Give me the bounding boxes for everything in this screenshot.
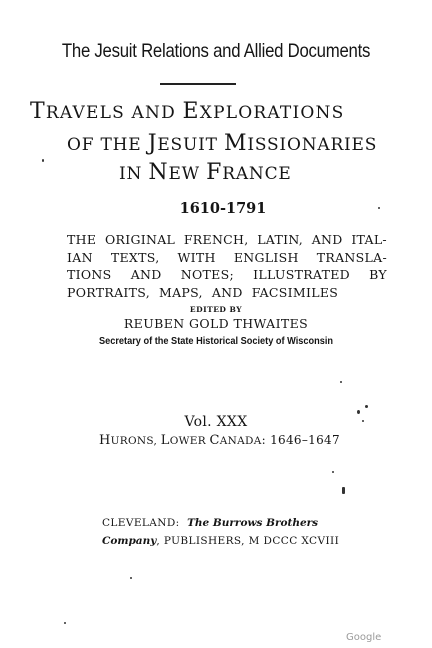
scan-speck (362, 420, 364, 422)
scan-speck (378, 207, 380, 209)
scan-speck (332, 471, 334, 473)
series-title: The Jesuit Relations and Allied Documents (61, 40, 371, 62)
description-line: THE ORIGINAL FRENCH, LATIN, AND ITAL- (67, 232, 387, 247)
publisher-company: Company (102, 535, 157, 547)
scan-speck (342, 487, 345, 494)
scan-speck (130, 577, 132, 579)
main-title-line-1: TRAVELS AND EXPLORATIONS (30, 99, 345, 124)
publisher-name: The Burrows Brothers (187, 517, 319, 529)
description-line: PORTRAITS, MAPS, AND FACSIMILES (67, 284, 339, 300)
main-title-line-3: IN NEW FRANCE (119, 160, 292, 185)
description-line: TIONS AND NOTES; ILLUSTRATED BY (67, 267, 387, 282)
description-line: IAN TEXTS, WITH ENGLISH TRANSLA- (67, 249, 387, 265)
scan-speck (42, 159, 44, 162)
editor-affiliation: Secretary of the State Historical Society of Wisconsin (98, 336, 334, 347)
scan-speck (64, 622, 66, 624)
divider-rule (160, 83, 236, 85)
editor-name: REUBEN GOLD THWAITES (123, 316, 309, 331)
scan-speck (365, 405, 368, 408)
date-range: 1610-1791 (179, 200, 267, 217)
google-watermark: Google (346, 632, 382, 643)
description-paragraph (67, 231, 387, 301)
publisher-line-2: Company, PUBLISHERS, M DCCC XCVIII (102, 535, 340, 547)
edited-by-label: EDITED BY (189, 305, 243, 314)
scan-speck (357, 410, 360, 414)
volume-number: Vol. XXX (184, 414, 248, 430)
volume-subject: HURONS, LOWER CANADA: 1646–1647 (99, 433, 340, 448)
scan-speck (340, 381, 342, 383)
main-title-line-2: OF THE JESUIT MISSIONARIES (67, 131, 378, 156)
publisher-line-1: CLEVELAND: The Burrows Brothers (102, 517, 319, 529)
